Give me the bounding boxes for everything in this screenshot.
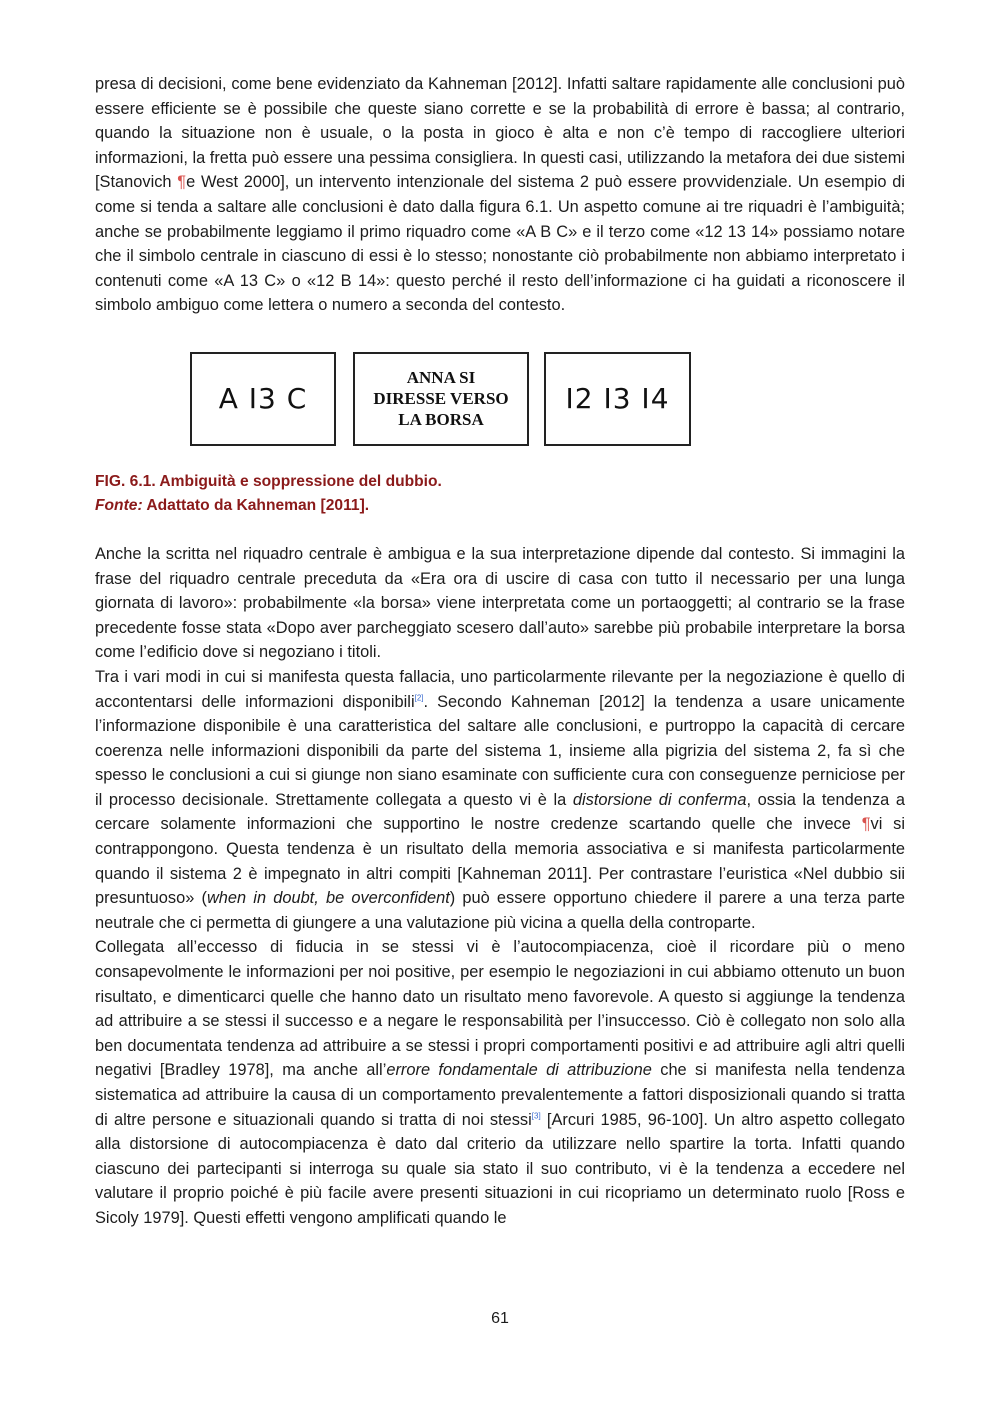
figure-caption-source: Fonte: Adattato da Kahneman [2011].	[95, 496, 370, 514]
pilcrow-mark: ¶	[861, 815, 871, 834]
figure-caption-title: FIG. 6.1. Ambiguità e soppressione del dubbio.	[95, 472, 442, 490]
paragraph-4: Collegata all’eccesso di fiducia in se stessi vi è l’autocompiacenza, cioè il ricordare più o meno consapevolmente le informazioni per noi positive, per esempio le negoziazioni in cui abbiamo ottenuto un buon risultato, e dimenticarci quelle che hanno dato un risultato meno favorevole. A questo si aggiunge la tendenza ad attribuire a se stessi il successo e a negare le responsabilità per l’insuccesso. Ciò è collegato non solo alla ben documentata tendenza ad attribuire a se stessi i propri comportamenti positivi e ad attribuire agli altri quelli negativi [Bradley 1978], ma anche all’errore fondamentale di attribuzione che si manifesta nella tendenza sistematica ad attribuire la causa di un comportamento prevalentemente a fattori disposizionali quando si tratta di altre persone e situazionali quando si tratta di noi stessi[3] [Arcuri 1985, 96-100]. Un altro aspetto collegato alla distorsione di autocompiacenza è dato dal criterio da utilizzare nello spartire la torta. Infatti quando ciascuno dei partecipanti si interroga su quale sia stato il suo contributo, vi è la tendenza a eccedere nel valutare il proprio poiché è più facile avere presenti situazioni in cui ricopriamo un determinato ruolo [Ross e Sicoly 1979]. Questi effetti vengono amplificati quando le	[95, 938, 905, 1227]
figure-box-abc-text: A I3 C	[218, 381, 308, 415]
pilcrow-mark: ¶	[177, 173, 187, 192]
figure-box-anna-text: ANNA SI DIRESSE VERSO LA BORSA	[373, 368, 509, 430]
paragraph-3: Tra i vari modi in cui si manifesta questa fallacia, uno particolarmente rilevante per la negoziazione è quello di accontentarsi delle informazioni disponibili[2]. Secondo Kahneman [2012] la tendenza a usare unicamente l’informazione disponibile è una caratteristica del saltare alle conclusioni, e purtroppo la capacità di cercare coerenza nelle informazioni disponibili da parte del sistema 1, insieme alla pigrizia del sistema 2, fa sì che spesso le conclusioni a cui si giunge non siano esaminate con sufficiente cura con conseguenze perniciose per il processo decisionale. Strettamente collegata a questo vi è la distorsione di conferma, ossia la tendenza a cercare solamente informazioni che supportino le nostre credenze scartando quelle che invece ¶vi si contrappongono. Questa tendenza è un risultato della memoria associativa e si manifesta particolarmente quando il sistema 2 è impegnato in altri compiti [Kahneman 2011]. Per contrastare l’euristica «Nel dubbio sii presuntuoso» (when in doubt, be overconfident) può essere opportuno chiedere il parere a una terza parte neutrale che ci permetta di giungere a una valutazione più vicina a quella della controparte.	[95, 667, 906, 932]
paragraph-2: Anche la scritta nel riquadro centrale è ambigua e la sua interpretazione dipende dal contesto. Si immagini la frase del riquadro centrale preceduta da «Era ora di uscire di casa con tutto il necessario per una lunga giornata di lavoro»: probabilmente «la borsa» viene interpretata come un portaoggetti; al contrario se la frase precedente fosse stata «Dopo aver parcheggiato scesero dall’auto» sarebbe più probabile interpretare la borsa come l’edificio dove si negoziano i titoli.	[95, 544, 905, 662]
paragraph-1: presa di decisioni, come bene evidenziato da Kahneman [2012]. Infatti saltare rapidamente alle conclusioni può essere efficiente se è possibile che queste siano corrette e se la probabilità di errore è bassa; al contrario, quando la situazione non è usuale, o la posta in gioco è alta e non c’è tempo di raccogliere ulteriori informazioni, la fretta può essere una pessima consigliera. In questi casi, utilizzando la metafora dei due sistemi [Stanovich ¶e West 2000], un intervento intenzionale del sistema 2 può essere provvidenziale. Un esempio di come si tenda a saltare alle conclusioni è dato dalla figura 6.1. Un aspetto comune ai tre riquadri è l’ambiguità; anche se probabilmente leggiamo il primo riquadro come «A B C» e il terzo come «12 13 14» possiamo notare che il simbolo centrale in ciascuno di essi è lo stesso; nonostante ciò probabilmente non abbiamo interpretato i contenuti come «A 13 C» o «12 B 14»: questo perché il resto dell’informazione ci ha guidati a riconoscere il simbolo ambiguo come lettera o numero a seconda del contesto.	[95, 75, 905, 315]
figure-box-abc	[190, 352, 336, 446]
page-body	[95, 72, 905, 1231]
footnote-ref-3[interactable]: [3]	[531, 1111, 541, 1121]
page-number: 61	[491, 1310, 509, 1327]
figure-6-1	[95, 328, 905, 470]
figure-box-numbers-text: I2 I3 I4	[565, 381, 670, 415]
figure-box-anna	[353, 352, 529, 446]
figure-caption	[95, 470, 905, 518]
footnote-ref-2[interactable]: [2]	[414, 693, 424, 703]
figure-box-numbers	[544, 352, 691, 446]
